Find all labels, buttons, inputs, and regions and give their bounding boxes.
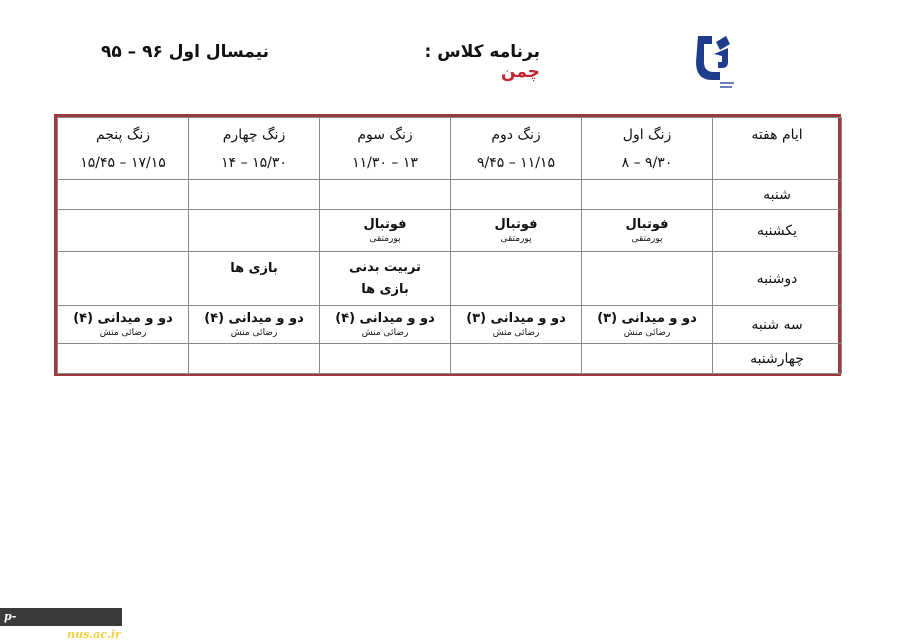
schedule-cell	[189, 180, 320, 210]
schedule-cell	[582, 180, 713, 210]
period-time: ۱۵/۴۵ – ۱۷/۱۵	[80, 154, 166, 171]
schedule-cell: دو و میدانی (۴) رضائی منش	[189, 306, 320, 344]
source-watermark: p-safadasht.nus.ac.ir	[0, 608, 122, 626]
schedule-cell	[189, 210, 320, 252]
table-row	[58, 252, 842, 306]
table-row	[58, 180, 842, 210]
schedule-cell: فوتبال پورمتقی	[582, 210, 713, 252]
class-name: چمن	[501, 62, 540, 82]
table-row	[58, 210, 842, 252]
schedule-cell: دو و میدانی (۳) رضائی منش	[451, 306, 582, 344]
day-label: سه شنبه	[713, 306, 842, 344]
period-title: زنگ پنجم	[95, 126, 151, 143]
schedule-cell	[451, 180, 582, 210]
schedule-cell: فوتبال پورمتقی	[320, 210, 451, 252]
period-header	[189, 118, 320, 180]
period-time: ۱۴ – ۱۵/۳۰	[221, 154, 287, 171]
schedule-cell	[58, 252, 189, 306]
semester-label: نیمسال اول ۹۶ – ۹۵	[100, 42, 269, 62]
day-label: یکشنبه	[713, 210, 842, 252]
schedule-cell	[320, 180, 451, 210]
schedule-cell: دو و میدانی (۳) رضائی منش	[582, 306, 713, 344]
header-row	[58, 118, 842, 180]
period-time: ۹/۴۵ – ۱۱/۱۵	[477, 154, 555, 171]
day-label: چهارشنبه	[713, 344, 842, 374]
university-logo-icon	[690, 32, 736, 92]
schedule-table-frame	[54, 114, 841, 376]
period-header	[320, 118, 451, 180]
day-column-header: ایام هفته	[713, 118, 842, 180]
period-time: ۸ – ۹/۳۰	[621, 154, 673, 171]
schedule-cell	[451, 252, 582, 306]
schedule-cell: تربیت بدنی بازی ها	[320, 252, 451, 306]
period-header	[582, 118, 713, 180]
schedule-cell	[58, 344, 189, 374]
schedule-cell	[582, 344, 713, 374]
period-header	[451, 118, 582, 180]
page-title	[380, 42, 540, 82]
schedule-cell: فوتبال پورمتقی	[451, 210, 582, 252]
period-title: زنگ اول	[622, 126, 672, 143]
day-label: دوشنبه	[713, 252, 842, 306]
schedule-table	[57, 117, 842, 374]
table-row	[58, 344, 842, 374]
day-label: شنبه	[713, 180, 842, 210]
title-prefix: برنامه کلاس :	[424, 42, 540, 62]
schedule-cell: دو و میدانی (۴) رضائی منش	[320, 306, 451, 344]
period-header	[58, 118, 189, 180]
schedule-cell	[58, 210, 189, 252]
schedule-cell: دو و میدانی (۴) رضائی منش	[58, 306, 189, 344]
schedule-cell	[320, 344, 451, 374]
period-title: زنگ سوم	[357, 126, 413, 143]
period-title: زنگ دوم	[491, 126, 541, 143]
period-time: ۱۱/۳۰ – ۱۳	[352, 154, 418, 171]
schedule-cell	[451, 344, 582, 374]
schedule-cell	[58, 180, 189, 210]
schedule-cell	[582, 252, 713, 306]
table-row	[58, 306, 842, 344]
period-title: زنگ چهارم	[222, 126, 286, 143]
schedule-cell	[189, 344, 320, 374]
schedule-cell: بازی ها	[189, 252, 320, 306]
